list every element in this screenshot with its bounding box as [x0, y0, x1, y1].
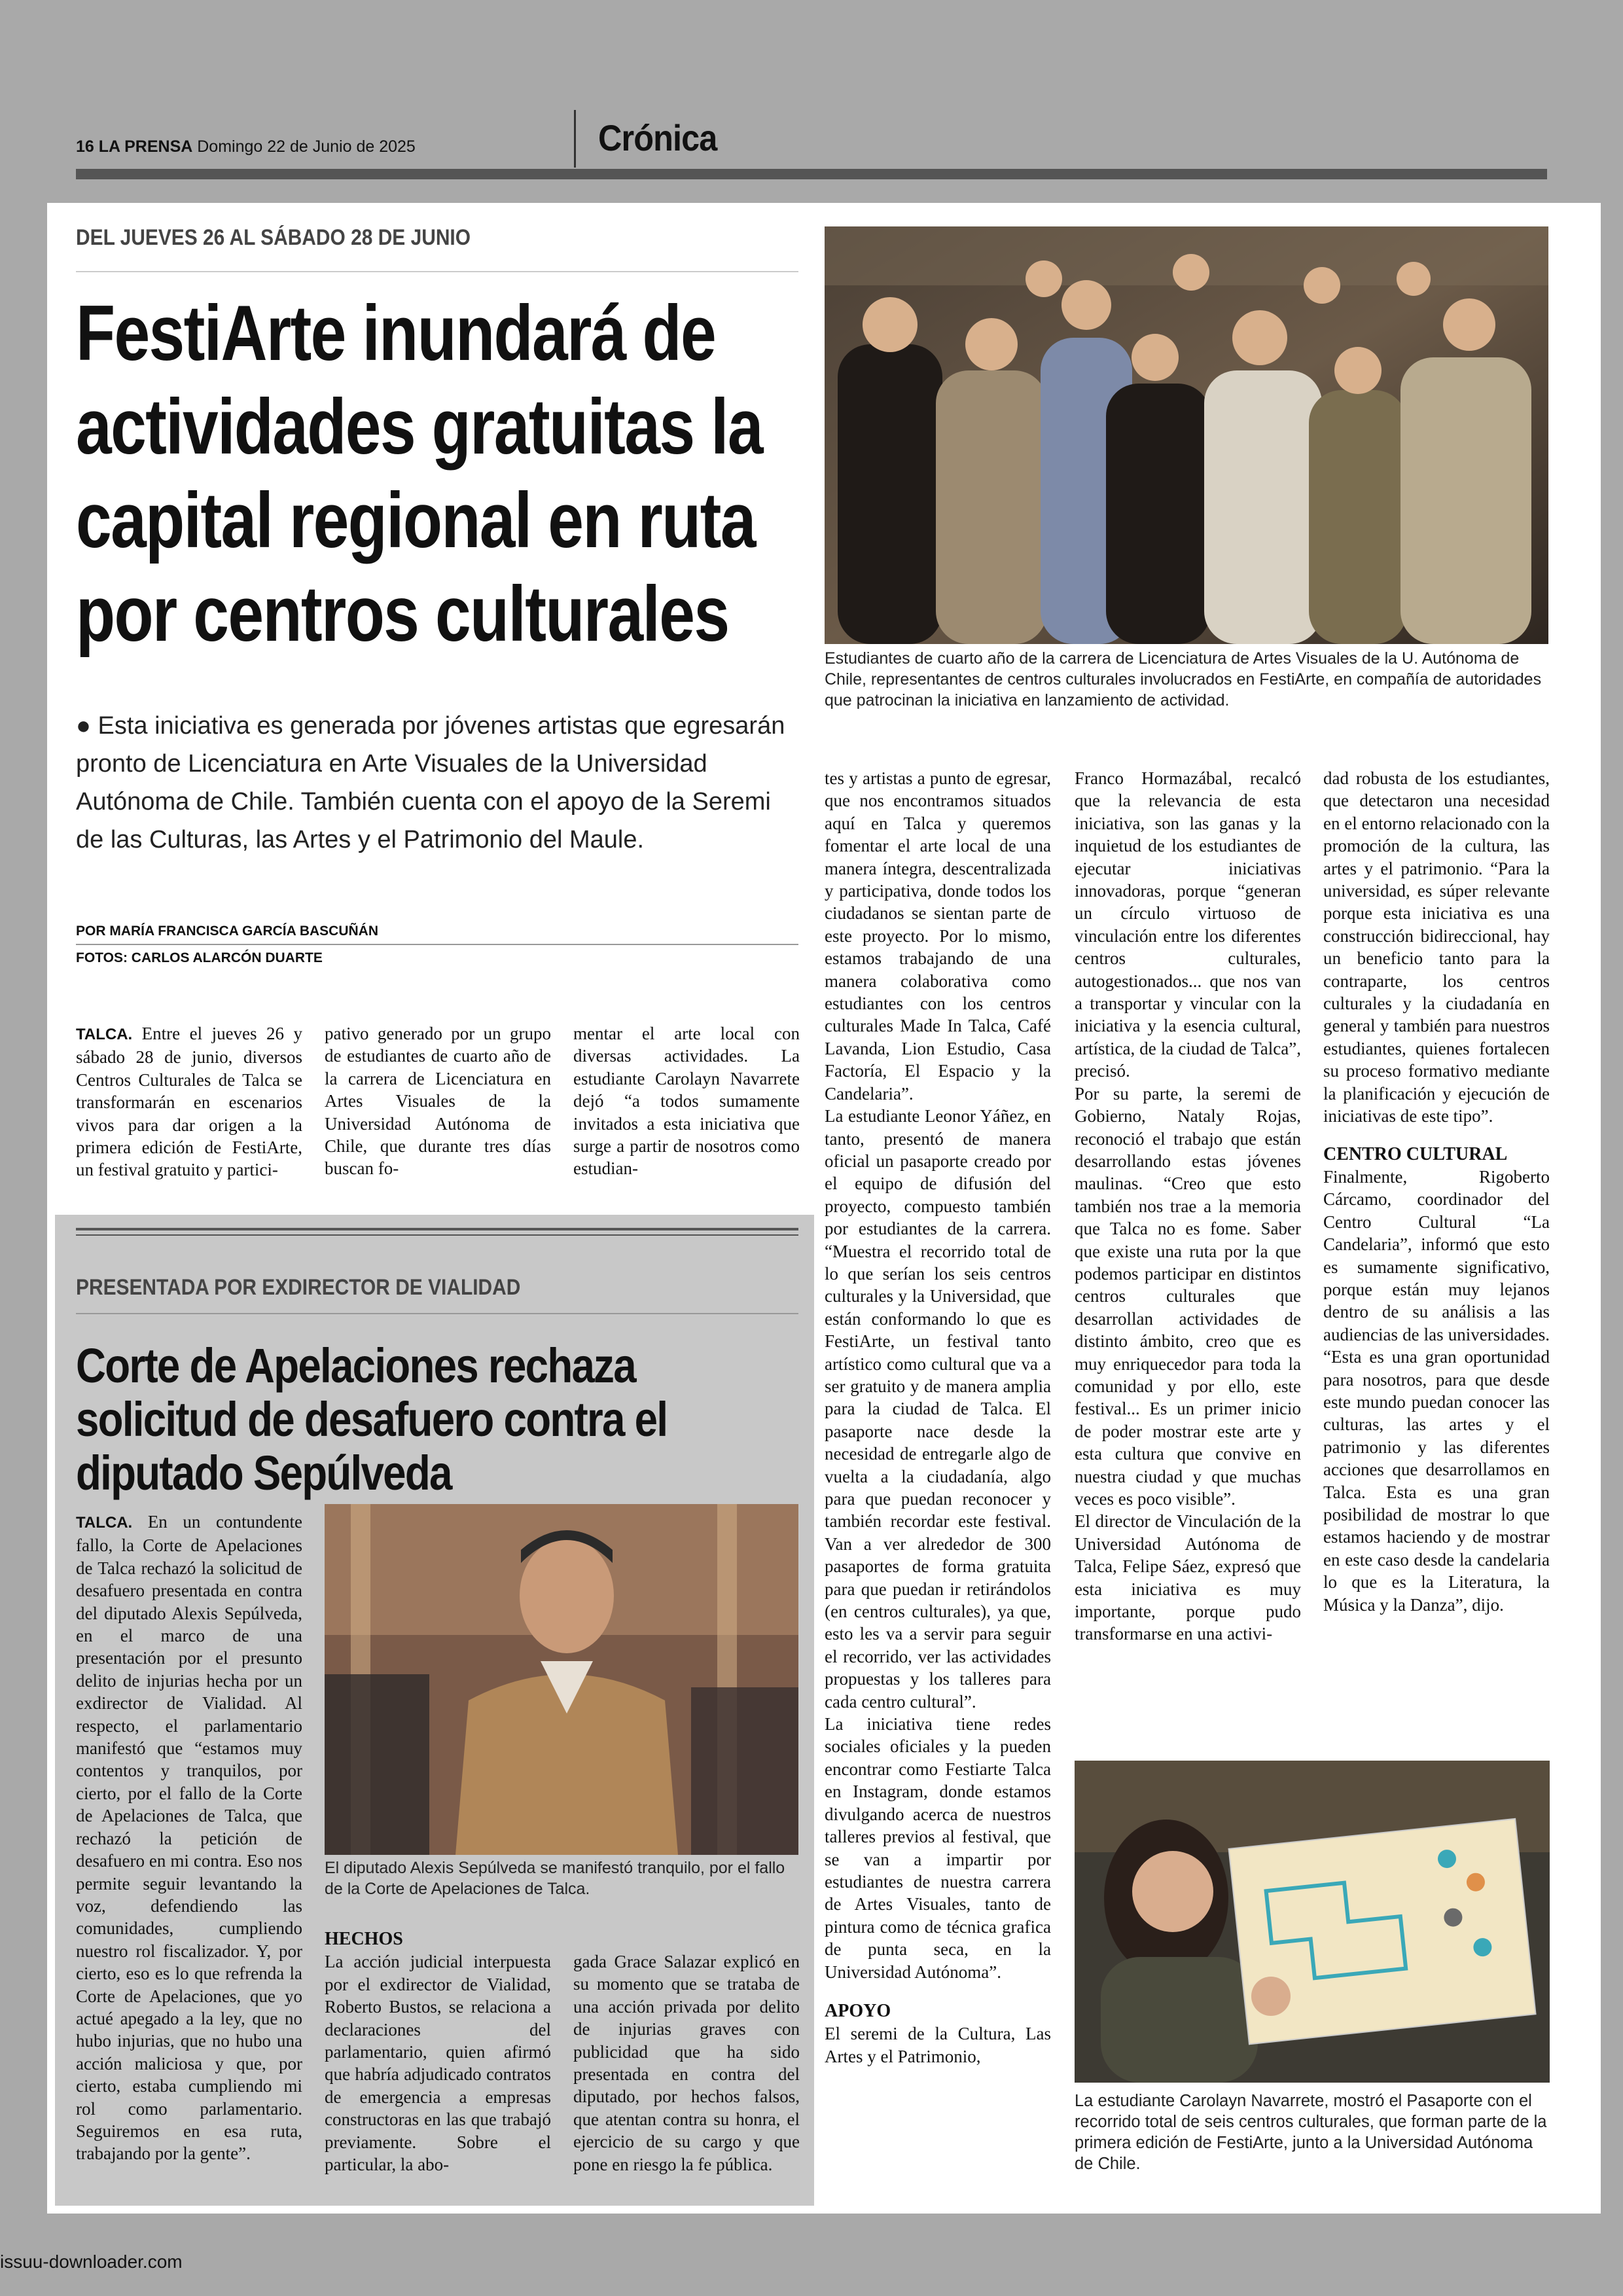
bullet-icon: ●: [76, 712, 91, 740]
col6-subhead: CENTRO CULTURAL: [1323, 1143, 1508, 1164]
col4-p2: La estudiante Leonor Yáñez, en tanto, presentó de manera oficial un pasaporte creado por el equipo de difusión del proyecto, compuesto también por estudiantes de la carrera. “Muestra el recorrido total de lo que serían los seis centros culturales y la Universidad, que están conformando lo que es FestiArte, un festival tanto artístico como cultural que va a ser gratuito y de manera amplia para la ciudad de Talca. El pasaporte nace desde la necesidad de entregarle algo de vuelta a la ciudadanía, algo para que puedan reconocer y también recordar este festival. Van a ver alrededor de 300 pasaportes de forma gratuita para que puedan ir retirándolos (en centros culturales), ya que, esto les va a servir para seguir el recorrido, ver las actividades propuestas y los talleres para cada centro cultural”.: [825, 1106, 1051, 1712]
photo2-caption: La estudiante Carolayn Navarrete, mostró el Pasaporte con el recorrido total de seis centros culturales, que forman parte de la primera edición de FestiArte, junto a la Universidad Autónoma de Chile.: [1075, 2092, 1547, 2173]
article2-col1-text: En un contundente fallo, la Corte de Apelaciones de Talca rechazó la solicitud de desafuero presentada en contra del diputado Alexis Sepúlveda, en el marco de una presentación por el presunto delito de injurias hecha por un exdirector de Vialidad. Al respecto, el parlamentario manifestó que “estamos muy contentos y tranquilos, por cierto, por el fallo de la Corte de Apelaciones de Talca, que rechazó la petición de desafuero en mi contra. Eso nos permite seguir levantando la voz, defendiendo las comunidades, cumpliendo nuestro rol fiscalizador. Y, por cierto, eso es lo que refrenda la Corte de Apelaciones, que yo actué apegado a la ley, que no hubo injurias, que no hubo una acción maliciosa y que, por cierto, estaba cumpliendo mi rol como parlamentario. Seguiremos en esa ruta, trabajando por la gente”.: [76, 1512, 302, 2164]
article2-kicker-rule: [76, 1313, 798, 1314]
article2-col2-text: La acción judicial interpuesta por el exdirector de Vialidad, Roberto Bustos, se relaciona a declaraciones del parlamentario, quien afirmó que habría adjudicado contratos de emergencia a empresas constructoras en las que trabajó previamente. Sobre el particular, la abo-: [325, 1952, 551, 2175]
sepulveda-photo: [325, 1504, 798, 1855]
col4-p3: La iniciativa tiene redes sociales oficiales y la pueden encontrar como Festiarte Talca en Instagram, donde estamos divulgando acerca de nuestros talleres previos al festival, que se van a impartir por estudiantes de nuestra carrera de Artes Visuales, tanto de pintura como de técnica grafica de punta seca, en la Universidad Autónoma”.: [825, 1714, 1051, 1982]
article2-col1: [76, 1511, 302, 2165]
article1-col4: [825, 767, 1051, 2068]
article2-col3: [573, 1950, 800, 2176]
issue-date: Domingo 22 de Junio de 2025: [197, 137, 416, 156]
col6-tail: Finalmente, Rigoberto Cárcamo, coordinador del Centro Cultural “La Candelaria”, informó que esto es sumamente significativo, porque están muy lejanos dentro de su análisis a las audiencias de las universidades. “Esta es una gran oportunidad para nosotros, para que desde este mundo puedan conocer las culturas, las artes y el patrimonio y las diferentes acciones que desarrollamos en Talca. Esta es una gran posibilidad de mostrar lo que estamos haciendo y de mostrar en este caso desde la candelaria lo que es la Literatura, la Música y la Danza”, dijo.: [1323, 1166, 1550, 1615]
col3-text: mentar el arte local con diversas actividades. La estudiante Carolayn Navarrete dejó “a todos sumamente invitados a esta iniciativa que surge a partir de nosotros como estudian-: [573, 1024, 800, 1179]
article1-col3: [573, 1022, 800, 1180]
watermark-text: issuu-downloader.com: [0, 2251, 183, 2272]
col1-text: Entre el jueves 26 y sábado 28 de junio, diversos Centros Culturales de Talca se transformarán en escenarios vivos para dar origen a la primera edición de FestiArte, un festival gratuito y partici-: [76, 1024, 302, 1180]
byline-rule: [76, 944, 798, 945]
article2-col3-text: gada Grace Salazar explicó en su momento que se trataba de una acción privada por delito de injurias graves con publicidad que ha sido presentada en contra del diputado, por hechos falsos, que atentan contra su honra, el ejercicio de su cargo y que pone en riesgo la fe pública.: [573, 1952, 800, 2174]
article1-col5: [1075, 767, 1301, 1645]
paper-name: LA PRENSA: [98, 137, 193, 156]
summary-text: Esta iniciativa es generada por jóvenes artistas que egresarán pronto de Licenciatura en Arte Visuales de la Universidad Autónoma de Chile. También cuenta con el apoyo de la Seremi de las Culturas, las Artes y el Patrimonio del Maule.: [76, 712, 785, 853]
article1-kicker: DEL JUEVES 26 AL SÁBADO 28 DE JUNIO: [76, 225, 471, 250]
dateline: TALCA.: [76, 1026, 133, 1043]
article1-col6: [1323, 767, 1550, 1616]
article2-dateline: TALCA.: [76, 1514, 133, 1532]
festiarte-group-photo: [825, 226, 1548, 644]
box-rule-2: [76, 1234, 798, 1236]
col5-p2: Por su parte, la seremi de Gobierno, Nataly Rojas, reconoció el trabajo que están desarrollando estas jóvenes maulinas. “Creo que esto también nos trae a la memoria que Talca no es fome. Saber que existe una ruta por la que podemos participar en distintos centros culturales que desarrollan actividades de distinto ámbito, creo que es muy enriquecedor para toda la comunidad y por ello, este festival... Es un primer inicio de poder mostrar este arte y esta cultura que convive en nuestra ciudad y que muchas veces es poco visible”.: [1075, 1083, 1301, 1509]
article1-col1: [76, 1022, 302, 1181]
article2-subhead: HECHOS: [325, 1929, 403, 1949]
header-divider: [574, 110, 576, 168]
box-rule-1: [76, 1228, 798, 1230]
page-header: [76, 137, 416, 156]
article2-photo-caption: El diputado Alexis Sepúlveda se manifestó tranquilo, por el fallo de la Corte de Apelaciones de Talca.: [325, 1859, 785, 1898]
col5-p1: Franco Hormazábal, recalcó que la relevancia de esta iniciativa, son las ganas y la inquietud de los estudiantes de ejecutar iniciativas innovadoras, porque “generan un círculo virtuoso de vinculación entre los diferentes centros culturales, autogestionados... que nos van a transportar y vincular con la iniciativa y la esencia cultural, artística, de la ciudad de Talca”, precisó.: [1075, 768, 1301, 1081]
article1-headline: FestiArte inundará de actividades gratuitas la capital regional en ruta por centros culturales: [76, 289, 762, 658]
article2-headline: Corte de Apelaciones rechaza solicitud de desafuero contra el diputado Sepúlveda: [76, 1338, 668, 1500]
col2-text: pativo generado por un grupo de estudiantes de cuarto año de la carrera de Licenciatura en Artes Visuales de la Universidad Autónoma de Chile, que durante tres días buscan fo-: [325, 1024, 551, 1179]
article1-col2: [325, 1022, 551, 1180]
article1-summary: [76, 707, 798, 859]
byline: POR MARÍA FRANCISCA GARCÍA BASCUÑÁN: [76, 924, 378, 939]
col4-tail: El seremi de la Cultura, Las Artes y el Patrimonio,: [825, 2024, 1051, 2066]
page-number: 16: [76, 137, 94, 156]
col6-text: dad robusta de los estudiantes, que detectaron una necesidad en el entorno relacionado con la promoción de la cultura, las artes y el patrimonio. “Para la universidad, es súper relevante porque esta iniciativa es una construcción bidireccional, hay un beneficio tanto para la contraparte, los centros culturales y la ciudadanía en general y también para nuestros estudiantes, quienes fortalecen su proceso formativo mediante la planificación y ejecución de iniciativas de este tipo”.: [1323, 768, 1550, 1126]
section-title: Crónica: [598, 117, 717, 158]
photo1-caption: Estudiantes de cuarto año de la carrera de Licenciatura de Artes Visuales de la U. Autónoma de Chile, representantes de centros culturales involucrados en FestiArte, en compañía de autoridades que patrocinan la iniciativa en lanzamiento de actividad.: [825, 649, 1542, 709]
kicker-rule: [76, 271, 798, 272]
col4-p1: tes y artistas a punto de egresar, que nos encontramos situados aquí en Talca y queremos fomentar el arte local de una manera íntegra, descentralizada y participativa, donde todos los ciudadanos se sientan parte de este proyecto. Por lo mismo, estamos trabajando de una manera colaborativa como estudiantes con los centros culturales Made In Talca, Café Lavanda, Lion Estudio, Casa Factoría, El Espacio y la Candelaria”.: [825, 768, 1051, 1103]
photo-credit: FOTOS: CARLOS ALARCÓN DUARTE: [76, 950, 323, 965]
passport-photo: [1075, 1761, 1550, 2083]
article2-kicker: PRESENTADA POR EXDIRECTOR DE VIALIDAD: [76, 1275, 521, 1300]
article2-col2: [325, 1928, 551, 2176]
col5-p3: El director de Vinculación de la Universidad Autónoma de Talca, Felipe Sáez, expresó que esta iniciativa es muy importante, porque pudo transformarse en una activi-: [1075, 1511, 1301, 1644]
col4-subhead: APOYO: [825, 2000, 891, 2021]
header-rule: [76, 169, 1547, 179]
